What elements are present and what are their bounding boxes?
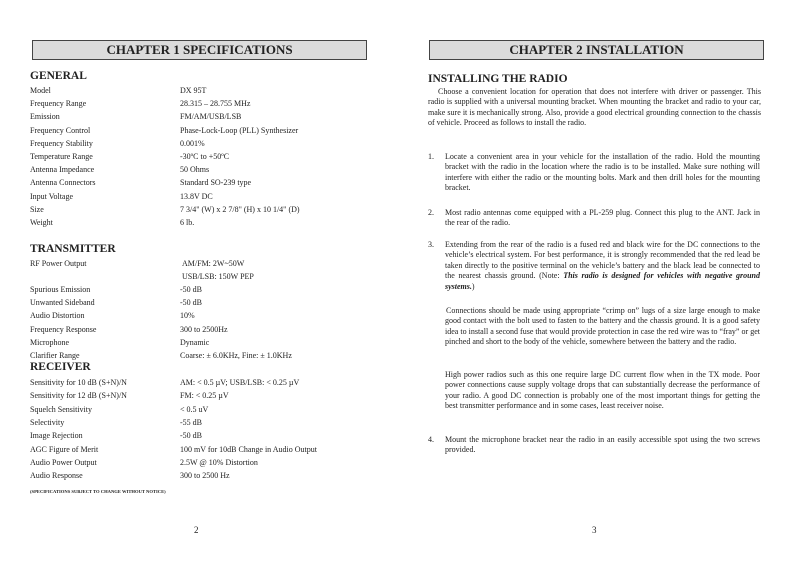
spec-value: 2.5W @ 10% Distortion: [180, 457, 258, 467]
spec-label: Frequency Range: [30, 99, 87, 109]
spec-label: Unwanted Sideband: [30, 298, 95, 308]
spec-row: [30, 456, 370, 469]
spec-row: [30, 216, 370, 229]
spec-value: -50 dB: [180, 298, 202, 308]
spec-label: Frequency Control: [30, 125, 91, 135]
step-text: Locate a convenient area in your vehicle for the installation of the radio. Hold the mounting bracket with the radio in the location where the radio is to be installed. Make sure nothing will interfere with either the radio or the mounting bolts. Mark and then drill holes for the mounting bracket.: [445, 152, 760, 193]
spec-value: FM: < 0.25 µV: [180, 391, 229, 401]
spec-value: FM/AM/USB/LSB: [180, 112, 242, 122]
spec-row: [30, 150, 370, 163]
spec-row: [30, 176, 370, 189]
spec-label: Selectivity: [30, 417, 65, 427]
spec-value: < 0.5 uV: [180, 404, 209, 414]
spec-value: -50 dB: [180, 285, 202, 294]
step-number: 1.: [428, 152, 434, 161]
spec-value: 10%: [180, 311, 195, 321]
spec-row: [30, 203, 370, 216]
step-text: [445, 240, 760, 292]
spec-value: DX 95T: [180, 86, 207, 95]
spec-value: -55 dB: [180, 417, 202, 427]
spec-label: Sensitivity for 12 dB (S+N)/N: [30, 391, 127, 401]
right-page: [396, 0, 793, 561]
spec-label: Clarifier Range: [30, 351, 80, 360]
spec-label: Frequency Response: [30, 324, 97, 334]
spec-label: Spurious Emission: [30, 285, 91, 294]
spec-row: [30, 309, 370, 322]
step-text: Most radio antennas come equipped with a PL-259 plug. Connect this plug to the ANT. Jack in the rear of the radio.: [445, 208, 760, 228]
spec-row: [30, 376, 370, 389]
spec-row: [30, 257, 370, 283]
step-number: 3.: [428, 240, 434, 249]
spec-label: Antenna Connectors: [30, 178, 96, 188]
spec-label: Emission: [30, 112, 60, 122]
rf-power-am-fm: AM/FM: 2W~50W: [182, 259, 245, 268]
step-number: 4.: [428, 435, 434, 444]
spec-row: [30, 190, 370, 203]
spec-label: Input Voltage: [30, 191, 74, 201]
spec-label: Antenna Impedance: [30, 165, 95, 175]
general-heading: GENERAL: [30, 70, 87, 82]
spec-value: 0.001%: [180, 138, 205, 148]
spec-label: Temperature Range: [30, 152, 93, 161]
spec-label: Audio Power Output: [30, 457, 97, 467]
installing-heading: INSTALLING THE RADIO: [428, 73, 568, 85]
spec-row: [30, 403, 370, 416]
spec-value: 300 to 2500 Hz: [180, 471, 230, 481]
left-page: [0, 0, 396, 561]
chapter-1-title: CHAPTER 1 SPECIFICATIONS: [32, 40, 367, 60]
power-paragraph: High power radios such as this one require large DC current flow when in the TX mode. Poor power connections cause supply voltage drops that can substantially decrease the performance of your radio. A good DC connection is probably one of the most important things for getting the best transmitter performance and in some cases, least receiver noise.: [445, 370, 760, 411]
spec-value: 13.8V DC: [180, 191, 213, 201]
spec-label: Squelch Sensitivity: [30, 404, 92, 414]
step-body: Extending from the rear of the radio is a fused red and black wire for the DC connections to the vehicle’s electrical system. For best performance, it is strongly recommended that the red lead be taken directly to the positive terminal on the vehicle’s battery and the black lead be connected to the nearest chassis ground. (Note:: [445, 240, 760, 281]
spec-row: [30, 469, 370, 482]
spec-row: [30, 443, 370, 456]
spec-label: Model: [30, 86, 51, 95]
spec-label: RF Power Output: [30, 259, 87, 268]
spec-label: Frequency Stability: [30, 138, 93, 148]
spec-value: 28.315 – 28.755 MHz: [180, 99, 251, 109]
spec-row: [30, 163, 370, 176]
spec-value: 50 Ohms: [180, 165, 210, 175]
spec-value: -50 dB: [180, 431, 202, 441]
spec-label: Sensitivity for 10 dB (S+N)/N: [30, 378, 127, 387]
spec-label: Microphone: [30, 337, 70, 347]
spec-row: [30, 110, 370, 123]
spec-value: AM: < 0.5 µV; USB/LSB: < 0.25 µV: [180, 378, 300, 387]
spec-label: Audio Distortion: [30, 311, 85, 321]
spec-value: Coarse: ± 6.0KHz, Fine: ± 1.0KHz: [180, 351, 292, 360]
spec-row: [30, 429, 370, 442]
spec-value: [182, 257, 254, 283]
spec-label: Audio Response: [30, 471, 83, 481]
page-number-left: 2: [194, 525, 199, 535]
spec-label: Image Rejection: [30, 431, 83, 441]
spec-row: [30, 97, 370, 110]
spec-row: [30, 336, 370, 349]
spec-value: 6 lb.: [180, 218, 195, 227]
chapter-2-title: CHAPTER 2 INSTALLATION: [429, 40, 764, 60]
spec-value: Dynamic: [180, 337, 210, 347]
step-number: 2.: [428, 208, 434, 217]
spec-value: -30ºC to +50ºC: [180, 152, 230, 161]
spec-row: [30, 124, 370, 137]
spec-row: [30, 283, 370, 296]
spec-row: [30, 137, 370, 150]
spec-row: [30, 389, 370, 402]
step-tail: ): [471, 281, 475, 291]
intro-paragraph: Choose a convenient location for operation that does not interfere with driver or passenger. This radio is supplied with a universal mounting bracket. When mounting the bracket and radio to your car, make sure it is mechanically strong. Also, provide a good electrical grounding connection to the chassis of vehicle. Proceed as follows to install the radio.: [428, 87, 761, 128]
receiver-heading: RECEIVER: [30, 361, 91, 373]
spec-label: AGC Figure of Merit: [30, 444, 99, 454]
spec-value: Phase-Lock-Loop (PLL) Synthesizer: [180, 125, 299, 135]
negative-ground-note: This radio is designed for vehicles with negative ground systems.: [445, 271, 760, 291]
spec-value: 7 3/4" (W) x 2 7/8" (H) x 10 1/4" (D): [180, 204, 300, 214]
spec-value: 100 mV for 10dB Change in Audio Output: [180, 444, 317, 454]
rf-power-ssb: USB/LSB: 150W PEP: [182, 272, 254, 281]
spec-label: Size: [30, 204, 44, 214]
transmitter-heading: TRANSMITTER: [30, 243, 116, 255]
spec-row: [30, 416, 370, 429]
spec-value: Standard SO-239 type: [180, 178, 252, 188]
step-text: Mount the microphone bracket near the radio in an easily accessible spot using the two screws provided.: [445, 435, 760, 455]
spec-row: [30, 296, 370, 309]
spec-row: [30, 84, 370, 97]
page-number-right: 3: [592, 525, 597, 535]
specifications-footnote: (SPECIFICATIONS SUBJECT TO CHANGE WITHOUT NOTICE): [30, 489, 166, 494]
spec-value: 300 to 2500Hz: [180, 324, 228, 334]
spec-row: [30, 323, 370, 336]
spec-label: Weight: [30, 218, 53, 227]
connections-paragraph: Connections should be made using appropriate “crimp on” lugs of a size large enough to make good contact with the bolt used to fasten to the battery and the chassis ground. It is a good safety idea to install a second fuse that would provide protection in case the red wire was to “fray” or get pinched and short to the body of the vehicle, somewhere between the battery and the radio.: [445, 306, 760, 347]
